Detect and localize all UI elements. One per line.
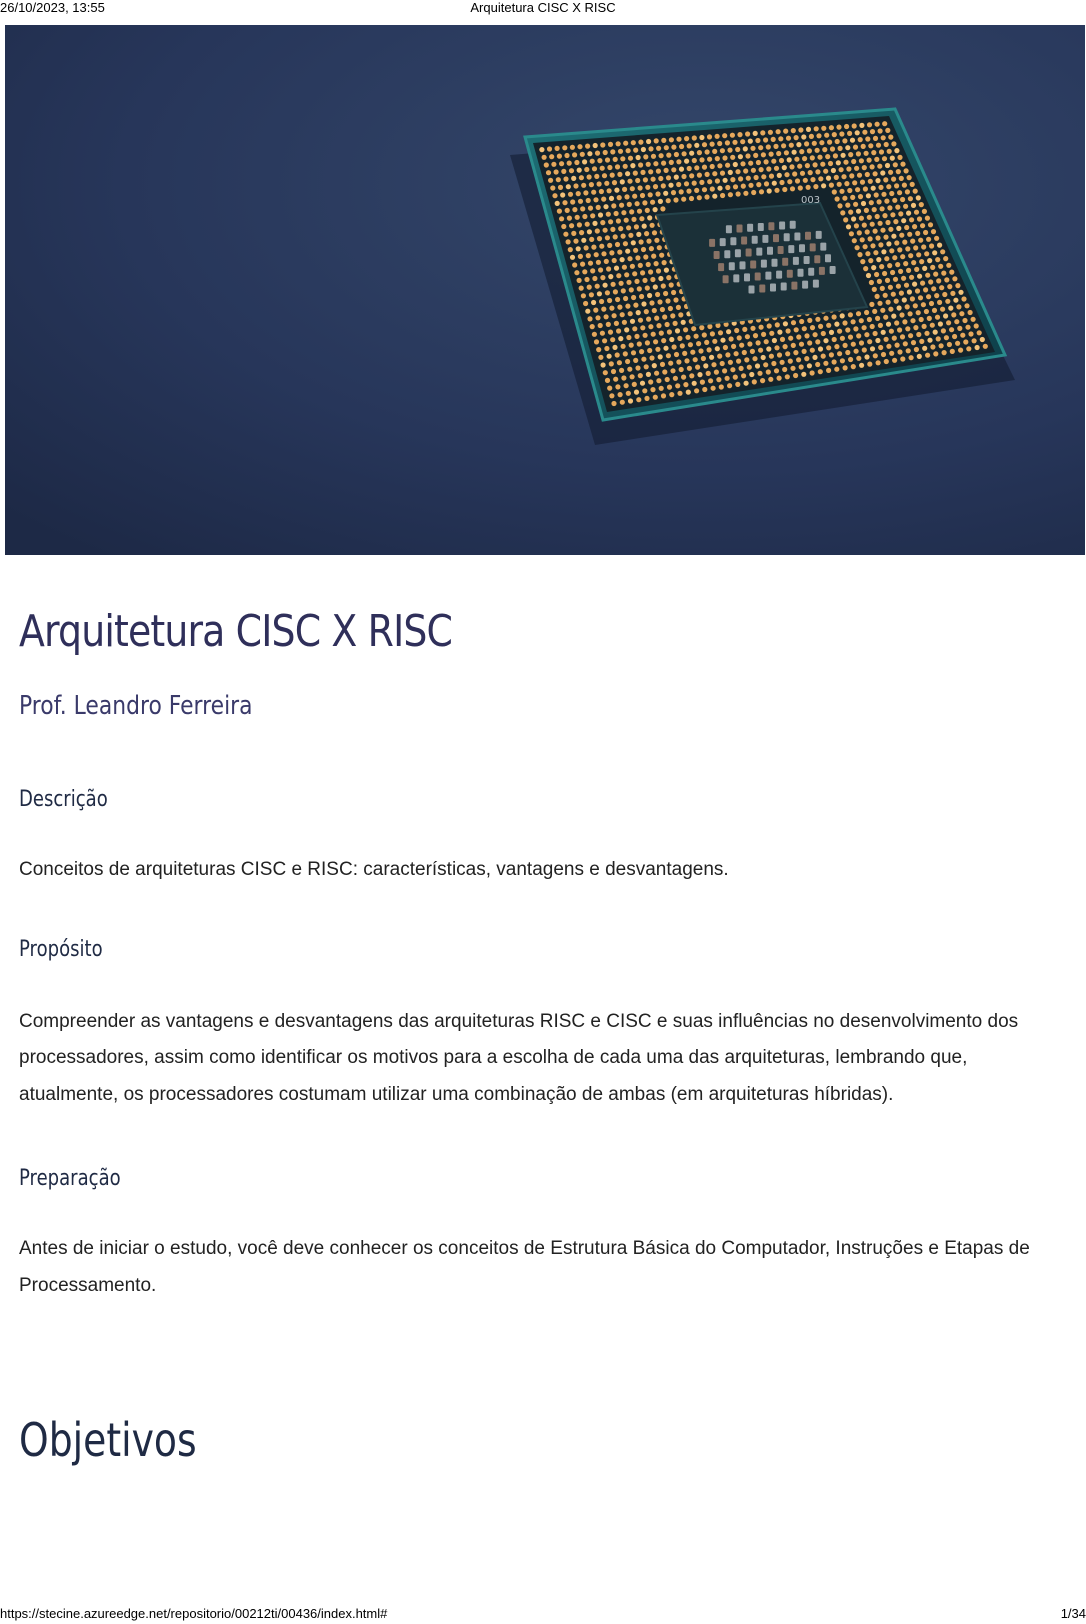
section-descricao: [19, 784, 1069, 889]
section-proposito: [19, 934, 1069, 1114]
page-number: 1/34: [1060, 1606, 1086, 1621]
objectives-heading: Objetivos: [19, 1413, 197, 1467]
section-text: Conceitos de arquiteturas CISC e RISC: características, vantagens e desvantagens.: [19, 859, 729, 880]
chip-marking: 003: [801, 195, 821, 206]
print-date: 26/10/2023, 13:55: [0, 0, 105, 15]
author: Prof. Leandro Ferreira: [19, 691, 253, 721]
print-document-title: Arquitetura CISC X RISC: [470, 0, 616, 15]
section-heading: Preparação: [19, 1166, 121, 1191]
section-preparacao: [19, 1163, 1069, 1304]
print-url: https://stecine.azureedge.net/repositorio/00212ti/00436/index.html#: [0, 1606, 388, 1621]
section-heading: Propósito: [19, 936, 103, 962]
print-footer: [0, 1606, 1086, 1624]
section-heading: Descrição: [19, 787, 108, 812]
main-content: [19, 600, 1069, 1304]
page-title: Arquitetura CISC X RISC: [19, 606, 453, 657]
print-header: [0, 0, 1086, 18]
hero-image-cpu: [5, 25, 1085, 555]
section-text: Antes de iniciar o estudo, você deve conhecer os conceitos de Estrutura Básica do Computador, Instruções e Etapas de Processamento.: [19, 1238, 1030, 1296]
section-text: Compreender as vantagens e desvantagens das arquiteturas RISC e CISC e suas influências no desenvolvimento dos processadores, assim como identificar os motivos para a escolha de cada uma das arquiteturas, lembrando que, atualmente, os processadores costumam utilizar uma combinação de ambas (em arquiteturas híbridas).: [19, 1010, 1019, 1105]
